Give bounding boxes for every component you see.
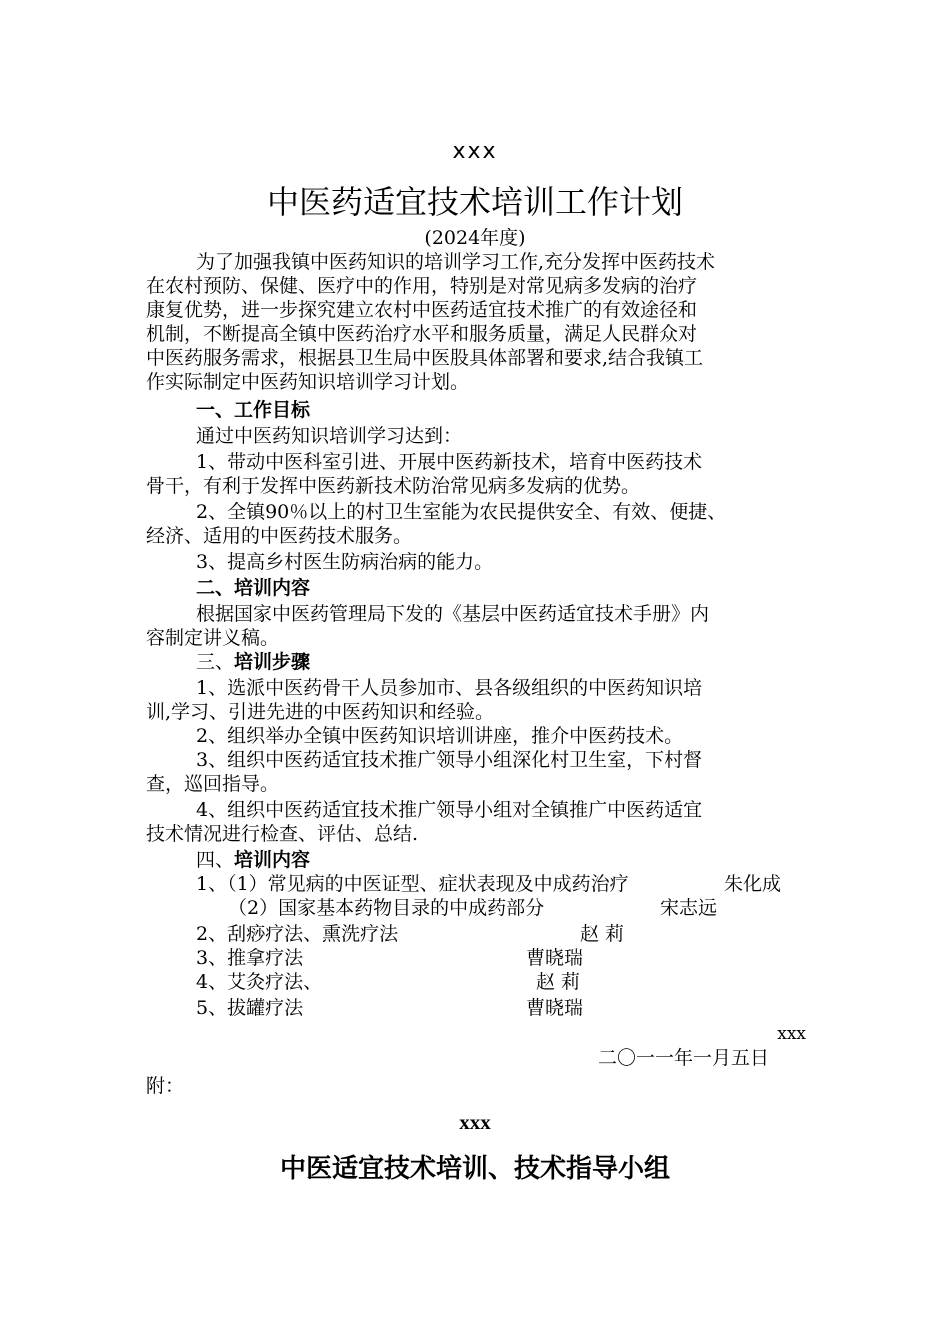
schedule-teacher: 宋志远	[660, 897, 718, 919]
section1-item2-line: 经济、适用的中医药技术服务。	[146, 525, 413, 547]
section1-item2-line: 2、全镇90％以上的村卫生室能为农民提供安全、有效、便捷、	[196, 501, 727, 523]
intro-line: 作实际制定中医药知识培训学习计划。	[146, 371, 470, 393]
signature-date: 二〇一一年一月五日	[598, 1047, 770, 1069]
schedule-topic: 1、（1）常见病的中医证型、症状表现及中成药治疗	[196, 873, 629, 895]
schedule-teacher: 朱化成	[724, 873, 782, 895]
section3-heading	[196, 650, 310, 674]
section3-item4-line: 4、组织中医药适宜技术推广领导小组对全镇推广中医药适宜	[196, 799, 703, 821]
schedule-topic: （2）国家基本药物目录的中成药部分	[228, 897, 545, 919]
section3-item3-line: 3、组织中医药适宜技术推广领导小组深化村卫生室，下村督	[196, 749, 703, 771]
schedule-teacher: 曹晓瑞	[526, 997, 584, 1019]
header-org: xxx	[452, 139, 498, 164]
appendix-org: xxx	[459, 1110, 491, 1134]
section3-item4-line: 技术情况进行检查、评估、总结.	[146, 823, 419, 845]
schedule-topic: 3、推拿疗法	[196, 947, 304, 969]
section3-item3-line: 查，巡回指导。	[146, 773, 280, 795]
schedule-teacher: 赵 莉	[536, 971, 581, 993]
appendix-label: 附：	[146, 1075, 185, 1097]
section3-item1-line: 1、选派中医药骨干人员参加市、县各级组织的中医药知识培	[196, 677, 703, 699]
schedule-teacher: 曹晓瑞	[526, 947, 584, 969]
signature-org: xxx	[777, 1024, 806, 1044]
intro-line: 中医药服务需求，根据县卫生局中医股具体部署和要求,结合我镇工	[146, 347, 704, 369]
intro-line: 康复优势，进一步探究建立农村中医药适宜技术推广的有效途径和	[146, 299, 698, 321]
intro-line: 在农村预防、保健、医疗中的作用，特别是对常见病多发病的治疗	[146, 275, 698, 297]
section4-heading	[196, 848, 310, 872]
section1-lead: 通过中医药知识培训学习达到：	[196, 425, 463, 447]
section3-item2: 2、组织举办全镇中医药知识培训讲座，推介中医药技术。	[196, 725, 684, 747]
section4-heading-text: 培训内容	[234, 849, 311, 871]
section3-heading-prefix: 三、	[196, 651, 235, 673]
schedule-teacher: 赵 莉	[580, 923, 625, 945]
page-title: 中医药适宜技术培训工作计划	[266, 183, 683, 221]
intro-line: 机制，不断提高全镇中医药治疗水平和服务质量，满足人民群众对	[146, 323, 698, 345]
intro-line: 为了加强我镇中医药知识的培训学习工作,充分发挥中医药技术	[196, 251, 716, 273]
section2-body-line: 容制定讲义稿。	[146, 627, 280, 649]
schedule-topic: 4、艾灸疗法、	[196, 971, 323, 993]
schedule-topic: 2、刮痧疗法、熏洗疗法	[196, 923, 399, 945]
section3-item1-line: 训,学习、引进先进的中医药知识和经验。	[146, 701, 495, 723]
section2-heading: 二、培训内容	[196, 577, 311, 599]
year-label: (2024年度)	[424, 227, 526, 249]
schedule-topic: 5、拔罐疗法	[196, 997, 304, 1019]
appendix-title: 中医适宜技术培训、技术指导小组	[279, 1154, 670, 1184]
section1-item1-line: 骨干，有利于发挥中医药新技术防治常见病多发病的优势。	[146, 475, 641, 497]
section3-heading-text: 培训步骤	[234, 651, 311, 673]
section1-heading: 一、工作目标	[196, 399, 311, 421]
section1-item3: 3、提高乡村医生防病治病的能力。	[196, 551, 494, 573]
section4-heading-prefix: 四、	[196, 849, 235, 871]
section1-item1-line: 1、带动中医科室引进、开展中医药新技术，培育中医药技术	[196, 451, 703, 473]
section2-body-line: 根据国家中医药管理局下发的《基层中医药适宜技术手册》内	[196, 603, 710, 625]
